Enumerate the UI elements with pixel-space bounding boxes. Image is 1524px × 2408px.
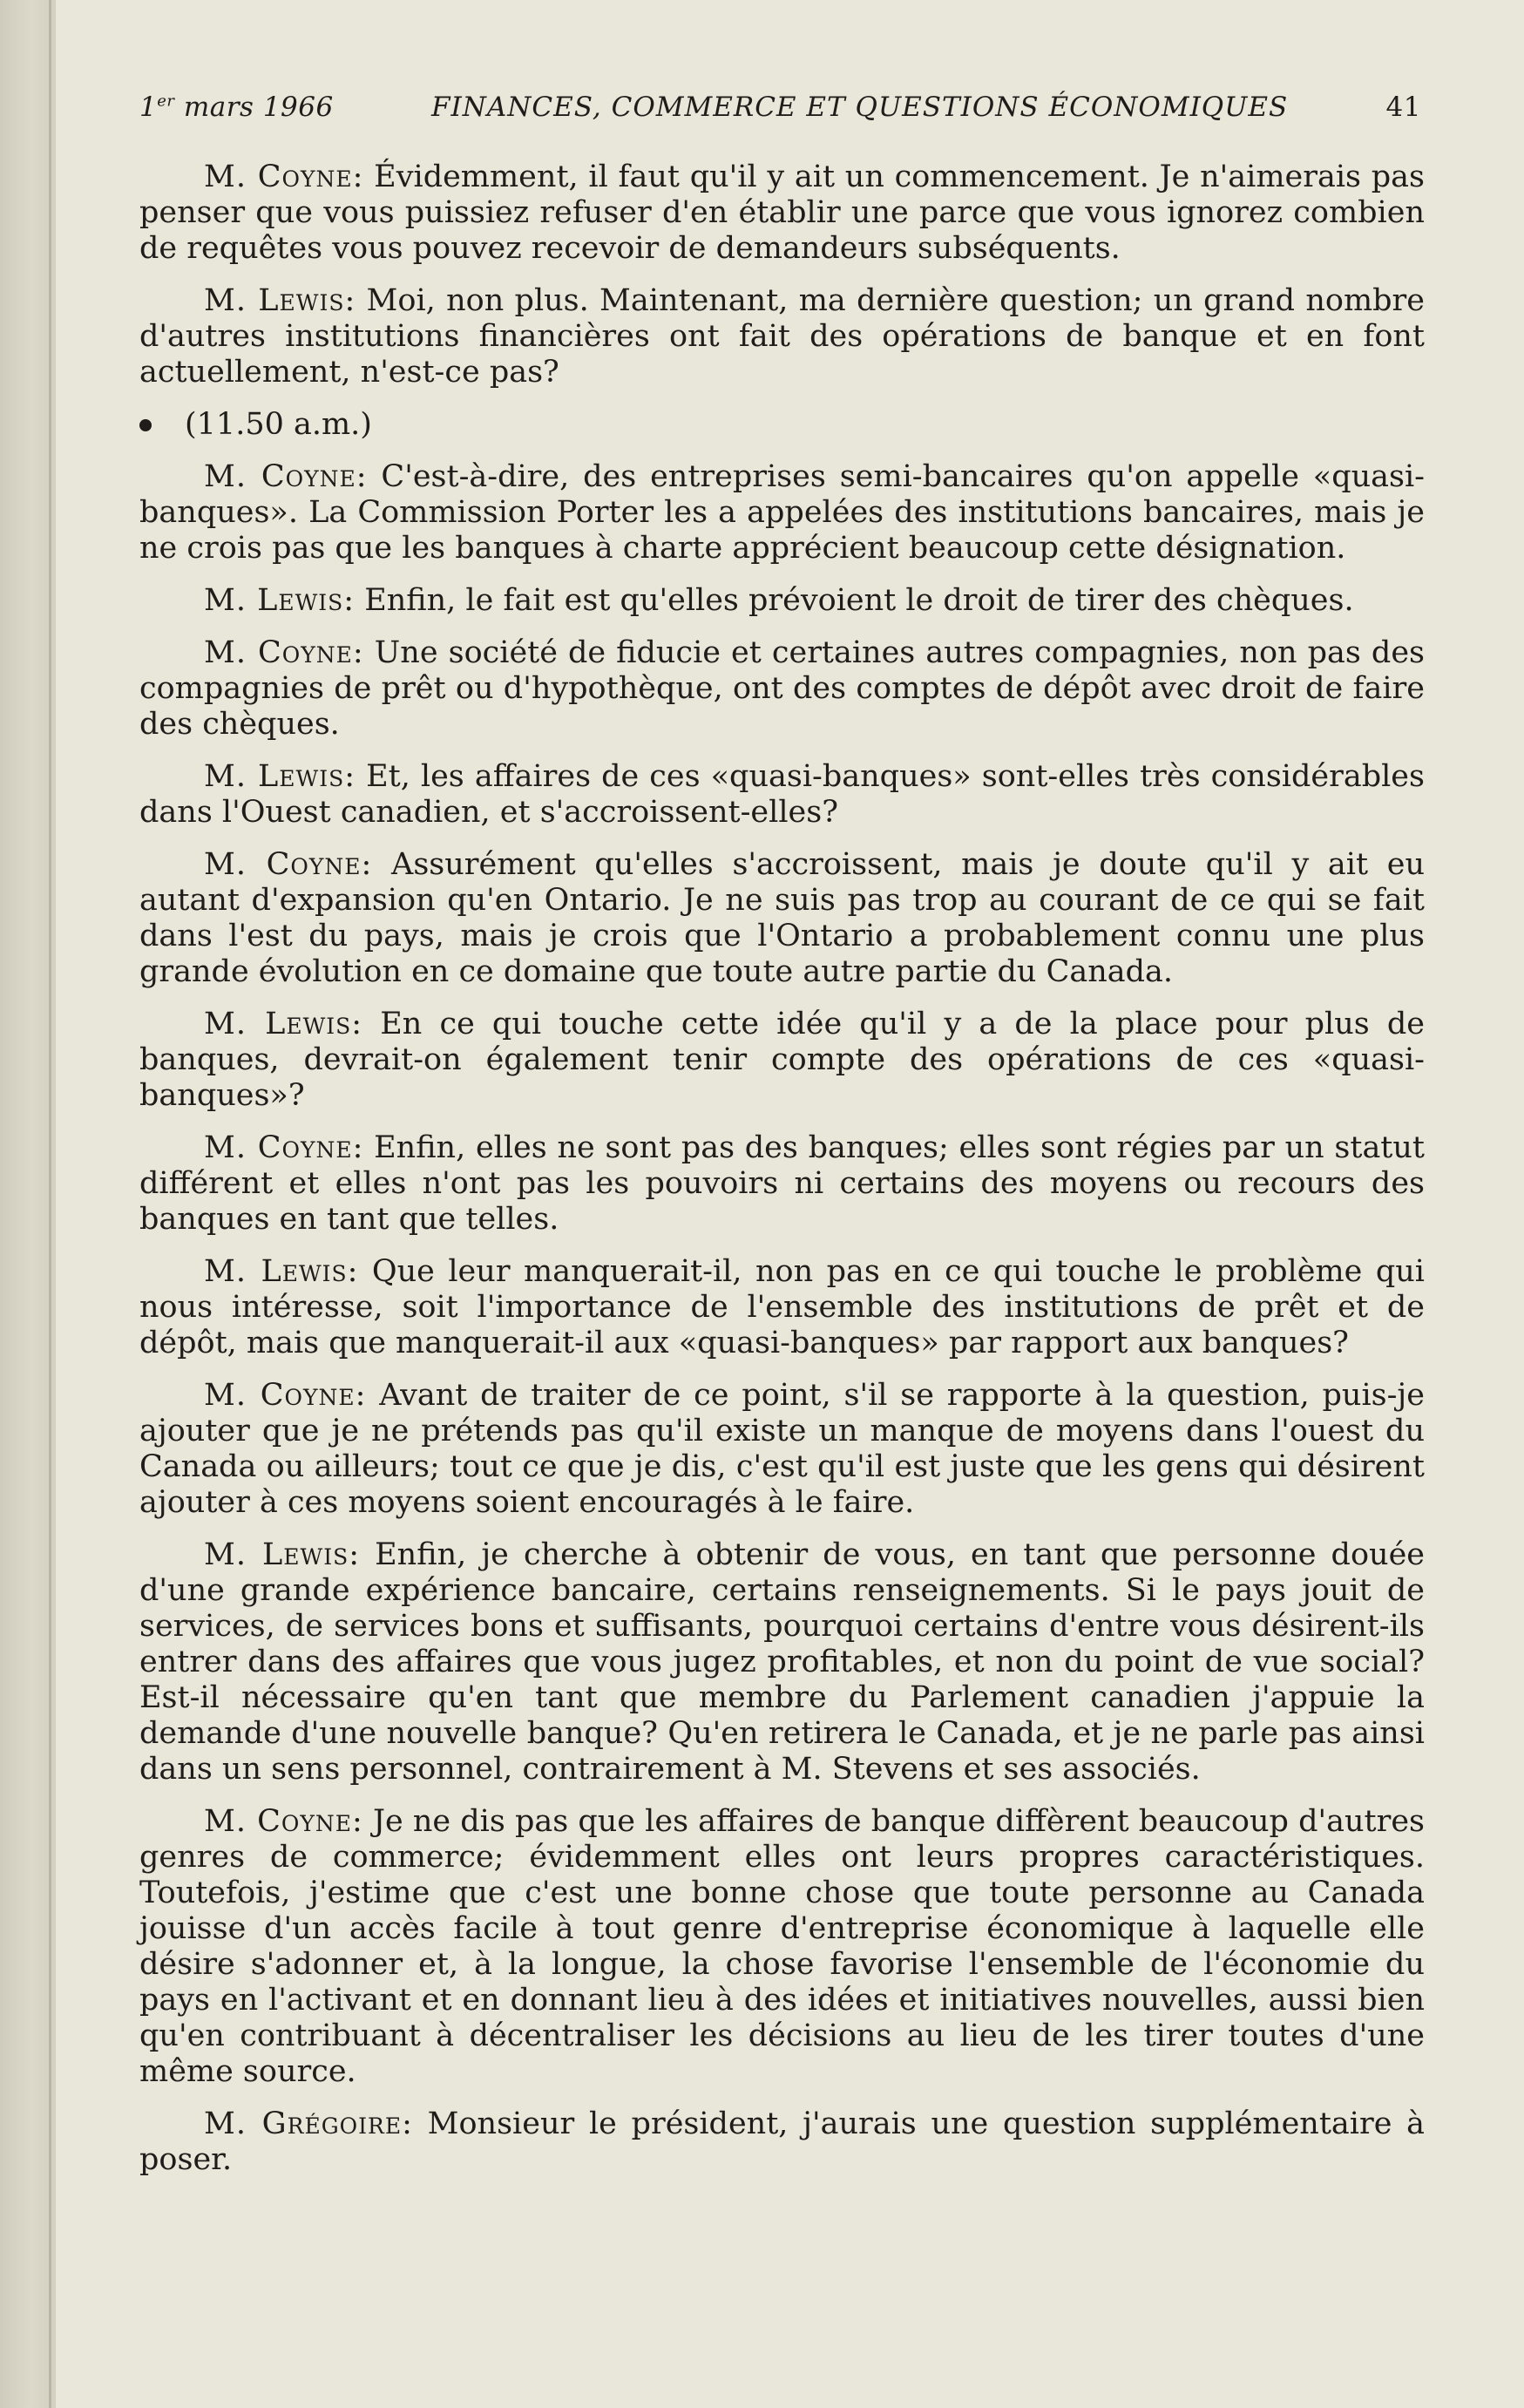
header-date xyxy=(139,92,334,123)
header-title: FINANCES, COMMERCE ET QUESTIONS ÉCONOMIQUES xyxy=(431,92,1289,123)
paragraph-text: Assurément qu'elles s'accroissent, mais je doute qu'il y ait eu autant d'expansion qu'en Ontario. Je ne suis pas trop au courant de ce qui se fait dans l'est du pays, mais je crois que l'Ontario a probablement connu une plus grande évolution en ce domaine que toute autre partie du Canada. xyxy=(139,847,1425,989)
document-page xyxy=(139,92,1425,2194)
page-binding xyxy=(0,0,56,2408)
paragraph-text: Et, les affaires de ces «quasi-banques» sont-elles très considérables dans l'Ouest canadien, et s'accroissent-elles? xyxy=(139,759,1425,830)
paragraph xyxy=(139,1804,1425,2090)
paragraph xyxy=(139,283,1425,390)
page-number: 41 xyxy=(1385,92,1421,123)
speaker-name: M. Coyne: xyxy=(204,1378,367,1413)
speaker-name: M. Coyne: xyxy=(204,459,368,494)
speaker-name: M. Lewis: xyxy=(204,1254,359,1289)
paragraph xyxy=(139,583,1425,619)
paragraph xyxy=(139,459,1425,566)
header-date-sup: er xyxy=(157,92,175,111)
running-header xyxy=(139,92,1425,123)
speaker-name: M. Coyne: xyxy=(204,847,373,882)
paragraph-text: En ce qui touche cette idée qu'il y a de la place pour plus de banques, devrait-on également tenir compte des opérations de ces «quasi-banques»? xyxy=(139,1007,1425,1113)
speaker-name: M. Coyne: xyxy=(204,1130,364,1165)
paragraph xyxy=(139,159,1425,267)
speaker-name: M. Lewis: xyxy=(204,283,356,318)
paragraph-text: Avant de traiter de ce point, s'il se rapporte à la question, puis-je ajouter que je ne prétends pas qu'il existe un manque de moyens dans l'ouest du Canada ou ailleurs; tout ce que je dis, c'est qu'il est juste que les gens qui désirent ajouter à ces moyens soient encouragés à le faire. xyxy=(139,1378,1425,1520)
paragraph-text: Que leur manquerait-il, non pas en ce qui touche le problème qui nous intéresse, soit l'importance de l'ensemble des institutions de prêt et de dépôt, mais que manquerait-il aux «quasi-banques» par rapport aux banques? xyxy=(139,1254,1425,1360)
paragraph xyxy=(139,1378,1425,1521)
paragraph xyxy=(139,1007,1425,1114)
paragraph xyxy=(139,635,1425,743)
speaker-name: M. Lewis: xyxy=(204,759,356,794)
speaker-name: M. Lewis: xyxy=(204,1537,361,1572)
paragraph-text: Évidemment, il faut qu'il y ait un commencement. Je n'aimerais pas penser que vous puissiez refuser d'en établir une parce que vous ignorez combien de requêtes vous pouvez recevoir de demandeurs subséquents. xyxy=(139,159,1425,266)
paragraph-text: Moi, non plus. Maintenant, ma dernière question; un grand nombre d'autres institutions financières ont fait des opérations de banque et en font actuellement, n'est-ce pas? xyxy=(139,283,1425,390)
paragraph-text: Enfin, je cherche à obtenir de vous, en tant que personne douée d'une grande expérience bancaire, certains renseignements. Si le pays jouit de services, de services bons et suffisants, pourquoi certains d'entre vous désirent-ils entrer dans des affaires que vous jugez profitables, et non du point de vue social? Est-il nécessaire qu'en tant que membre du Parlement canadien j'appuie la demande d'une nouvelle banque? Qu'en retirera le Canada, et je ne parle pas ainsi dans un sens personnel, contrairement à M. Stevens et ses associés. xyxy=(139,1537,1425,1787)
paragraph xyxy=(139,2106,1425,2178)
binding-edge xyxy=(49,0,51,2408)
speaker-name: M. Coyne: xyxy=(204,1804,363,1839)
paragraph-text: Enfin, elles ne sont pas des banques; elles sont régies par un statut différent et elles n'ont pas les pouvoirs ni certains des moyens ou recours des banques en tant que telles. xyxy=(139,1130,1425,1237)
time-marker xyxy=(139,407,1425,443)
paragraph xyxy=(139,1537,1425,1787)
paragraph xyxy=(139,1254,1425,1361)
speaker-name: M. Lewis: xyxy=(204,583,356,618)
paragraph-text: Je ne dis pas que les affaires de banque diffèrent beaucoup d'autres genres de commerce; évidemment elles ont leurs propres caractéristiques. Toutefois, j'estime que c'est une bonne chose que toute personne au Canada jouisse d'un accès facile à tout genre d'entreprise économique à laquelle elle désire s'adonner et, à la longue, la chose favorise l'ensemble de l'économie du pays en l'activant et en donnant lieu à des idées et initiatives nouvelles, aussi bien qu'en contribuant à décentraliser les décisions au lieu de les tirer toutes d'une même source. xyxy=(139,1804,1425,2089)
speaker-name: M. Coyne: xyxy=(204,159,364,194)
bullet-icon xyxy=(139,419,152,431)
paragraph-text: Une société de fiducie et certaines autres compagnies, non pas des compagnies de prêt ou d'hypothèque, ont des comptes de dépôt avec droit de faire des chèques. xyxy=(139,635,1425,742)
speaker-name: M. Lewis: xyxy=(204,1007,363,1041)
paragraph-text: Enfin, le fait est qu'elles prévoient le droit de tirer des chèques. xyxy=(355,583,1354,618)
paragraph xyxy=(139,847,1425,990)
speaker-name: M. Coyne: xyxy=(204,635,364,670)
paragraph xyxy=(139,1130,1425,1238)
speaker-name: M. Grégoire: xyxy=(204,2106,413,2141)
header-date-day: 1 xyxy=(139,92,158,123)
header-date-rest: mars 1966 xyxy=(174,92,334,123)
paragraph xyxy=(139,759,1425,831)
time-marker-text: (11.50 a.m.) xyxy=(185,407,372,442)
paragraph-text: C'est-à-dire, des entreprises semi-bancaires qu'on appelle «quasi-banques». La Commission Porter les a appelées des institutions bancaires, mais je ne crois pas que les banques à charte apprécient beaucoup cette désignation. xyxy=(139,459,1425,566)
paragraph-text: Monsieur le président, j'aurais une question supplémentaire à poser. xyxy=(139,2106,1425,2177)
